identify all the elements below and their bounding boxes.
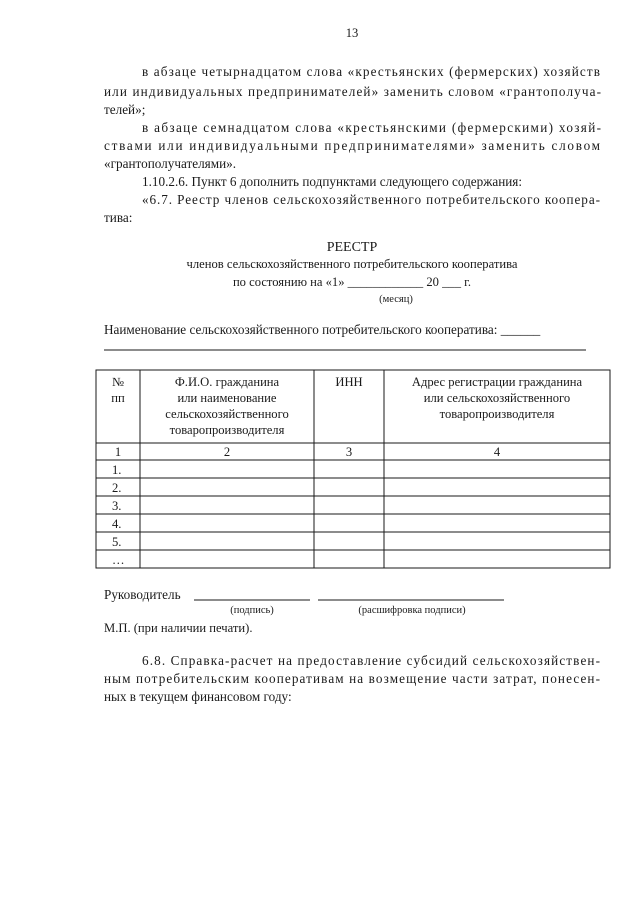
column-number-4: 4 [493,445,501,459]
table-row-number: 4. [112,517,122,531]
stamp-note: М.П. (при наличии печати). [104,621,253,635]
signature-decode-hint: (расшифровка подписи) [358,605,466,616]
section-6-8-line-2: ным потребительским кооперативам на возмещение части затрат, понесен- [104,671,601,686]
header-address-line-3: товаропроизводителя [439,407,555,421]
table-row-number: 5. [112,535,122,549]
table-row-number: 3. [112,499,122,513]
amendment-14-line-3: телей»; [104,102,146,117]
page-number: 13 [345,26,359,40]
table-row-number: … [112,553,125,567]
header-name-line-1: Ф.И.О. гражданина [174,375,280,389]
header-name-line-3: сельскохозяйственного [165,407,289,421]
header-number-line-1: № [111,375,125,389]
section-6-8-line-1: 6.8. Справка-расчет на предоставление субсидий сельскохозяйствен- [142,653,600,668]
header-inn: ИНН [335,375,363,389]
coop-name-label: Наименование сельскохозяйственного потребительского кооператива: ______ [104,322,541,337]
subclause-6-7-line-2: тива: [104,210,133,225]
header-address-line-1: Адрес регистрации гражданина [411,375,583,389]
column-number-1: 1 [114,445,122,459]
table-row-number: 1. [112,463,122,477]
registry-subtitle: членов сельскохозяйственного потребительского кооператива [186,257,518,271]
header-name-line-4: товаропроизводителя [169,423,285,437]
header-address-line-2: или сельскохозяйственного [423,391,571,405]
column-number-3: 3 [345,445,353,459]
registry-table [96,370,610,568]
registry-title: РЕЕСТР [326,240,378,255]
amendment-17-line-2: ствами или индивидуальными предпринимателями» заменить словом [104,138,600,153]
subclause-6-7-line-1: «6.7. Реестр членов сельскохозяйственного потребительского коопера- [142,192,600,207]
header-name-line-2: или наименование [177,391,277,405]
amendment-14-line-2: или индивидуальных предпринимателей» заменить словом «грантополуча- [104,84,601,99]
amendment-17-line-1: в абзаце семнадцатом слова «крестьянскими (фермерскими) хозяй- [142,120,601,135]
section-6-8-line-3: ных в текущем финансовом году: [104,689,292,704]
amendment-14-line-1: в абзаце четырнадцатом слова «крестьянских (фермерских) хозяйств [142,64,600,79]
amendment-17-line-3: «грантополучателями». [104,156,237,171]
amendment-1-10-2-6: 1.10.2.6. Пункт 6 дополнить подпунктами следующего содержания: [142,174,523,189]
column-number-2: 2 [223,445,231,459]
table-row-number: 2. [112,481,122,495]
registry-month-hint: (месяц) [379,294,413,305]
registry-date-line: по состоянию на «1» ____________ 20 ___ г. [232,275,472,289]
signature-hint: (подпись) [230,605,274,616]
head-label: Руководитель [104,587,181,602]
header-number-line-2: пп [111,391,125,405]
